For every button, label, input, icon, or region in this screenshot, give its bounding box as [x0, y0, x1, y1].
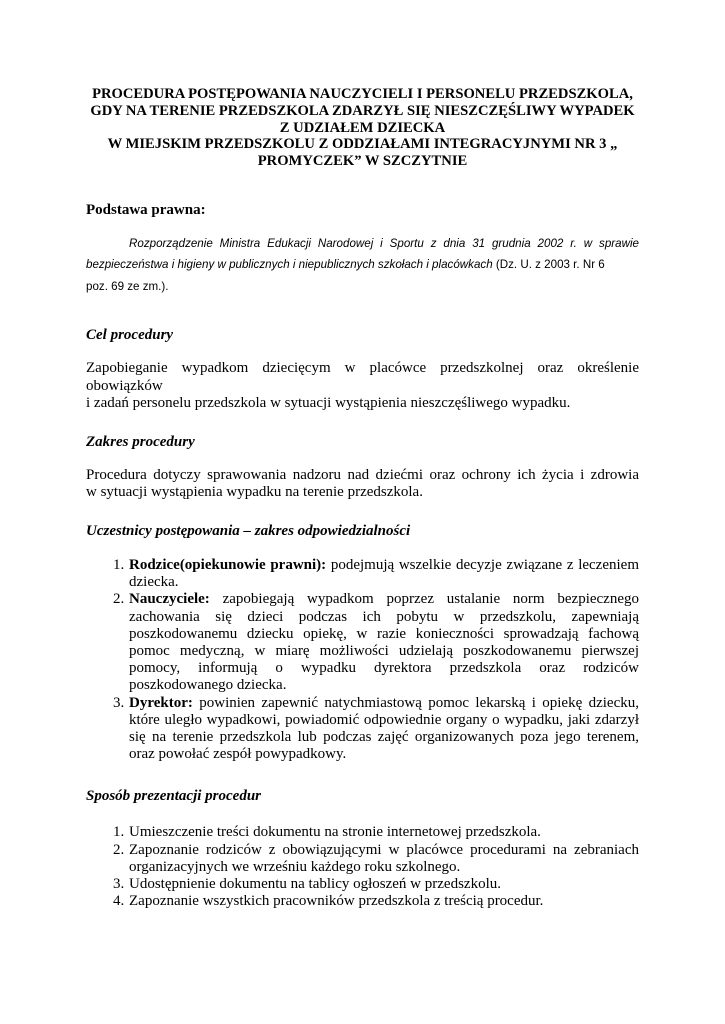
participants-heading: Uczestnicy postępowania – zakres odpowiedzialności: [86, 522, 411, 539]
document-title: [86, 86, 639, 170]
goal-heading: Cel procedury: [86, 327, 174, 344]
list-item: 4. Zapoznanie wszystkich pracowników przedszkola z treścią procedur.: [128, 893, 639, 910]
role-label: Dyrektor:: [129, 694, 193, 711]
title-line: W MIEJSKIM PRZEDSZKOLU Z ODDZIAŁAMI INTEGRACYJNYMI NR 3 „: [107, 136, 618, 153]
list-item: [128, 695, 639, 764]
scope-line: Procedura dotyczy sprawowania nadzoru nad dziećmi oraz ochrony ich życia i zdrowia: [86, 466, 639, 483]
goal-line: Zapobieganie wypadkom dziecięcym w placówce przedszkolnej oraz określenie obowiązków: [86, 360, 639, 394]
legal-act-title: bezpieczeństwa i higieny w publicznych i niepublicznych szkołach i placówkach: [86, 258, 493, 272]
title-line: Z UDZIAŁEM DZIECKA: [279, 119, 446, 136]
goal-paragraph: [86, 360, 639, 413]
role-description: powinien zapewnić natychmiastową pomoc lekarską i opiekę dziecku, które uległo wypadkowi, powiadomić odpowiednie organy o wypadku, jaki zdarzył się na terenie przedszkola lub podczas zajęć organizowanych poza jego terenem, oraz powołać zespół powypadkowy.: [129, 694, 639, 763]
scope-heading: Zakres procedury: [86, 433, 195, 450]
scope-paragraph: [86, 467, 639, 502]
document-page: [86, 86, 639, 910]
legal-act-citation: (Dz. U. z 2003 r. Nr 6: [492, 258, 605, 272]
title-line: PROMYCZEK” W SZCZYTNIE: [257, 153, 468, 170]
role-description: podejmują wszelkie decyzje związane z leczeniem dziecka.: [129, 556, 639, 591]
legal-basis-heading: Podstawa prawna:: [86, 201, 206, 218]
list-item: 2. Zapoznanie rodziców z obowiązującymi w placówce procedurami na zebraniach organizacyjnych we wrześniu każdego roku szkolnego.: [128, 842, 639, 876]
legal-basis-line: poz. 69 ze zm.).: [86, 279, 169, 293]
legal-basis-line: Rozporządzenie Ministra Edukacji Narodowej i Sportu z dnia 31 grudnia 2002 r. w sprawie: [129, 236, 639, 250]
role-label: Nauczyciele:: [129, 591, 210, 608]
role-label: Rodzice(opiekunowie prawni):: [129, 556, 327, 573]
title-line: PROCEDURA POSTĘPOWANIA NAUCZYCIELI I PERSONELU PRZEDSZKOLA,: [92, 86, 633, 102]
presentation-list: [86, 824, 639, 910]
legal-basis-text: [86, 233, 639, 298]
role-description: zapobiegają wypadkom poprzez ustalanie norm bezpiecznego zachowania się dzieci podczas ich pobytu w przedszkolu, zapewniają poszkodowanemu dziecku opiekę, w razie konieczności sprowadzają fachową pomoc medyczną, w miarę możliwości udzielają poszkodowanemu pierwszej pomocy, informują o wypadku dyrektora przedszkola oraz rodziców poszkodowanego dziecka.: [129, 591, 639, 694]
presentation-heading: Sposób prezentacji procedur: [86, 788, 262, 805]
scope-line: w sytuacji wystąpienia wypadku na terenie przedszkola.: [86, 484, 423, 501]
list-item: [128, 591, 639, 694]
list-item: 1. Umieszczenie treści dokumentu na stronie internetowej przedszkola.: [128, 824, 639, 841]
title-line: GDY NA TERENIE PRZEDSZKOLA ZDARZYŁ SIĘ NIESZCZĘŚLIWY WYPADEK: [90, 102, 635, 119]
legal-basis-line: [86, 254, 639, 276]
participants-list: [86, 557, 639, 763]
list-item: [128, 557, 639, 591]
list-item: 3. Udostępnienie dokumentu na tablicy ogłoszeń w przedszkolu.: [128, 876, 639, 893]
goal-line: i zadań personelu przedszkola w sytuacji wystąpienia nieszczęśliwego wypadku.: [86, 395, 571, 412]
